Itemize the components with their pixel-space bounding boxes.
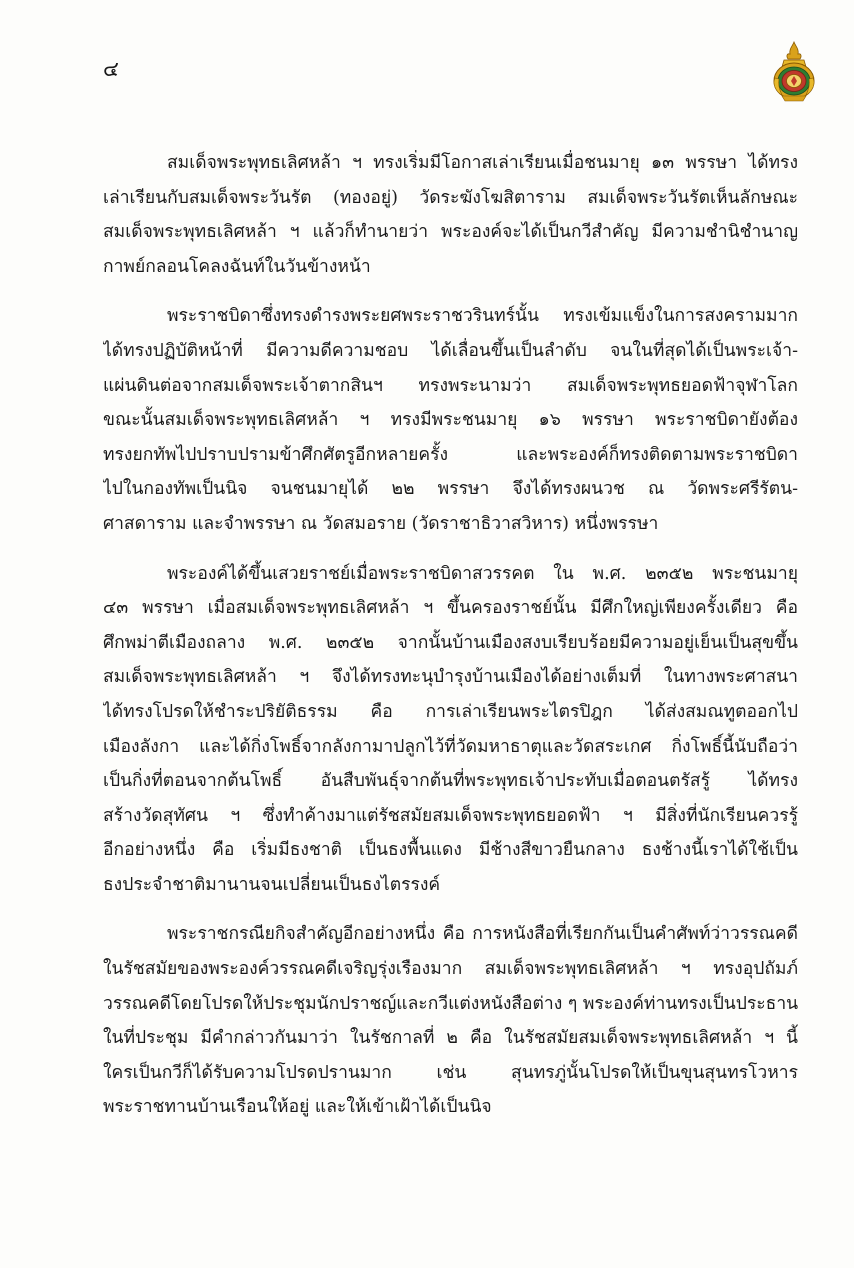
text-line: สมเด็จพระพุทธเลิศหล้า ฯ ทรงเริ่มมีโอกาสเล่าเรียนเมื่อชนมายุ ๑๓ พรรษา ได้ทรง: [167, 153, 798, 173]
text-line: ใครเป็นกวีก็ได้รับความโปรดปรานมาก เช่น สุนทรภู่นั้นโปรดให้เป็นขุนสุนทรโวหาร: [103, 1062, 798, 1083]
text-line: ธงประจำชาติมานานจนเปลี่ยนเป็นธงไตรรงค์: [103, 874, 441, 895]
text-line: สมเด็จพระพุทธเลิศหล้า ฯ จึงได้ทรงทะนุบำรุงบ้านเมืองได้อย่างเต็มที่ ในทางพระศาสนา: [103, 667, 798, 688]
text-line: พระองค์ได้ขึ้นเสวยราชย์เมื่อพระราชบิดาสวรรคต ใน พ.ศ. ๒๓๕๒ พระชนมายุ: [167, 563, 798, 584]
text-line: ขณะนั้นสมเด็จพระพุทธเลิศหล้า ฯ ทรงมีพระชนมายุ ๑๖ พรรษา พระราชบิดายังต้อง: [103, 410, 798, 431]
text-line: ทรงยกทัพไปปราบปรามข้าศึกศัตรูอีกหลายครั้ง และพระองค์ก็ทรงติดตามพระราชบิดา: [103, 444, 798, 465]
text-line: ในที่ประชุม มีคำกล่าวกันมาว่า ในรัชกาลที่ ๒ คือ ในรัชสมัยสมเด็จพระพุทธเลิศหล้า ฯ นี้: [103, 1028, 798, 1049]
text-line: วรรณคดีโดยโปรดให้ประชุมนักปราชญ์และกวีแต่งหนังสือต่าง ๆ พระองค์ท่านทรงเป็นประธาน: [103, 993, 798, 1014]
text-line: ไปในกองทัพเป็นนิจ จนชนมายุได้ ๒๒ พรรษา จึงได้ทรงผนวช ณ วัดพระศรีรัตน-: [103, 479, 798, 500]
paragraph-2: [103, 299, 798, 541]
paragraph-4: [103, 917, 798, 1125]
text-line: ได้ทรงโปรดให้ชำระปริยัติธรรม คือ การเล่าเรียนพระไตรปิฎก ได้ส่งสมณทูตออกไป: [103, 701, 798, 722]
text-line: เมืองลังกา และได้กิ่งโพธิ์จากลังกามาปลูกไว้ที่วัดมหาธาตุและวัดสระเกศ กิ่งโพธิ์นี้นับถือว่า: [103, 736, 798, 757]
text-line: ๔๓ พรรษา เมื่อสมเด็จพระพุทธเลิศหล้า ฯ ขึ้นครองราชย์นั้น มีศึกใหญ่เพียงครั้งเดียว คือ: [103, 598, 798, 619]
text-line: พระราชกรณียกิจสำคัญอีกอย่างหนึ่ง คือ การหนังสือที่เรียกกันเป็นคำศัพท์ว่าวรรณคดี: [167, 924, 798, 945]
text-line: สร้างวัดสุทัศน ฯ ซึ่งทำค้างมาแต่รัชสมัยสมเด็จพระพุทธยอดฟ้า ฯ มีสิ่งที่นักเรียนควรรู้: [103, 805, 798, 826]
text-line: ศึกพม่าตีเมืองถลาง พ.ศ. ๒๓๕๒ จากนั้นบ้านเมืองสงบเรียบร้อยมีความอยู่เย็นเป็นสุขขึ้น: [103, 632, 798, 653]
body-text: [103, 146, 798, 1140]
text-line: เล่าเรียนกับสมเด็จพระวันรัต (ทองอยู่) วัดระฆังโฆสิตาราม สมเด็จพระวันรัตเห็นลักษณะ: [103, 187, 798, 208]
text-line: ในรัชสมัยของพระองค์วรรณคดีเจริญรุ่งเรืองมาก สมเด็จพระพุทธเลิศหล้า ฯ ทรงอุปถัมภ์: [103, 959, 798, 980]
text-line: อีกอย่างหนึ่ง คือ เริ่มมีธงชาติ เป็นธงพื้นแดง มีช้างสีขาวยืนกลาง ธงช้างนี้เราได้ใช้เป็น: [103, 840, 798, 861]
page-number: ๔: [103, 57, 119, 81]
text-line: กาพย์กลอนโคลงฉันท์ในวันข้างหน้า: [103, 256, 371, 277]
paragraph-3: [103, 557, 798, 903]
paragraph-1: [103, 146, 798, 284]
text-line: สมเด็จพระพุทธเลิศหล้า ฯ แล้วก็ทำนายว่า พระองค์จะได้เป็นกวีสำคัญ มีความชำนิชำนาญ: [103, 222, 798, 243]
text-line: ได้ทรงปฏิบัติหน้าที่ มีความดีความชอบ ได้เลื่อนขึ้นเป็นลำดับ จนในที่สุดได้เป็นพระเจ้า-: [103, 340, 798, 361]
crown-emblem-icon: [770, 40, 818, 102]
text-line: ศาสดาราม และจำพรรษา ณ วัดสมอราย (วัดราชาธิวาสวิหาร) หนึ่งพรรษา: [103, 513, 659, 534]
text-line: แผ่นดินต่อจากสมเด็จพระเจ้าตากสินฯ ทรงพระนามว่า สมเด็จพระพุทธยอดฟ้าจุฬาโลก: [103, 375, 798, 396]
text-line: เป็นกิ่งที่ตอนจากต้นโพธิ์ อันสืบพันธุ์จากต้นที่พระพุทธเจ้าประทับเมื่อตอนตรัสรู้ ได้ทรง: [103, 771, 798, 792]
text-line: พระราชบิดาซึ่งทรงดำรงพระยศพระราชวรินทร์นั้น ทรงเข้มแข็งในการสงครามมาก: [167, 306, 798, 327]
text-line: พระราชทานบ้านเรือนให้อยู่ และให้เข้าเฝ้าได้เป็นนิจ: [103, 1097, 492, 1118]
